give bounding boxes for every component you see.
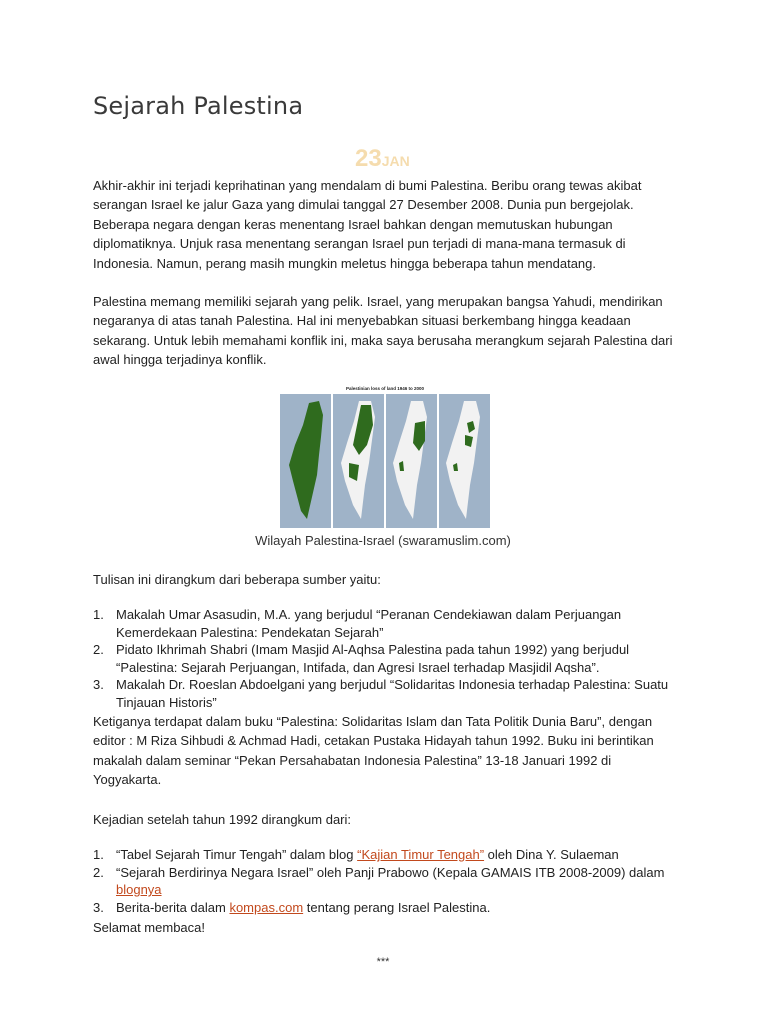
paragraph-book: Ketiganya terdapat dalam buku “Palestina: Solidaritas Islam dan Tata Politik Dunia Baru”, dengan editor : M Riza Sihbudi & Achmad Hadi, cetakan Pustaka Hidayah tahun 1992. Buku ini berintikan makalah dalam seminar “Pekan Persahabatan Indonesia Palestina” 13-18 Januari 1992 di Yogyakarta. [93,714,654,788]
paragraph-sources-intro: Tulisan ini dirangkum dari beberapa sumber yaitu: [93,572,381,587]
figure-caption: Wilayah Palestina-Israel (swaramuslim.com) [255,533,511,548]
paragraph-intro: Akhir-akhir ini terjadi keprihatinan yang mendalam di bumi Palestina. Beribu orang tewas akibat serangan Israel ke jalur Gaza yang dimulai tanggal 27 Desember 2008. Dunia pun bergejolak. Beberapa negara dengan keras menentang Israel bahkan dengan memutuskan hubungan diplomatiknya. Unjuk rasa menentang serangan Israel pun terjadi di mana-mana termasuk di Indonesia. Namun, perang masih mungkin meletus hingga beberapa tahun mendatang. [93,178,642,271]
list-item: 2. Pidato Ikhrimah Shabri (Imam Masjid Al-Aqhsa Palestina pada tahun 1992) yang berjudul “Palestina: Sejarah Perjuangan, Intifada, dan Agresi Israel terhadap Masjidil Aqsha”. [93,642,630,675]
paragraph-closing: Selamat membaca! [93,920,205,935]
sources-list-2 [93,846,678,916]
map-figure-title: Palestinian loss of land 1946 to 2000 [345,386,425,391]
list-item: 3. Berita-berita dalam kompas.com tentang perang Israel Palestina. [93,899,491,915]
paragraph-after-1992: Kejadian setelah tahun 1992 dirangkum dari: [93,812,352,827]
date-month: JAN [381,153,410,169]
palestine-map-figure [279,385,491,529]
list-item: 1. “Tabel Sejarah Timur Tengah” dalam blog “Kajian Timur Tengah” oleh Dina Y. Sulaeman [93,847,619,862]
paragraph-history: Palestina memang memiliki sejarah yang pelik. Israel, yang merupakan bangsa Yahudi, mendirikan negaranya di atas tanah Palestina. Hal ini menyebabkan situasi berkembang hingga keadaan sekarang. Untuk lebih memahami konflik ini, maka saya berusaha merangkum sejarah Palestina dari awal hingga terjadinya konflik. [93,294,673,368]
list-item: 2. “Sejarah Berdirinya Negara Israel” oleh Panji Prabowo (Kepala GAMAIS ITB 2008-2009) dalam blognya [93,864,665,898]
date-day: 23 [355,145,382,172]
page-title: Sejarah Palestina [93,92,304,120]
link-kompas[interactable]: kompas.com [229,899,304,915]
link-kajian-timur-tengah[interactable]: “Kajian Timur Tengah” [357,847,485,862]
link-blognya[interactable]: blognya [116,882,162,898]
sources-list-1 [93,606,678,712]
list-item: 1. Makalah Umar Asasudin, M.A. yang berjudul “Peranan Cendekiawan dalam Perjuangan Kemerdekaan Palestina: Pendekatan Sejarah” [93,607,622,640]
post-date [355,145,410,173]
list-item: 3. Makalah Dr. Roeslan Abdoelgani yang berjudul “Solidaritas Indonesia terhadap Palestina: Suatu Tinjauan Historis” [93,677,669,710]
section-separator: *** [376,956,390,968]
palestine-map-image [279,385,491,529]
